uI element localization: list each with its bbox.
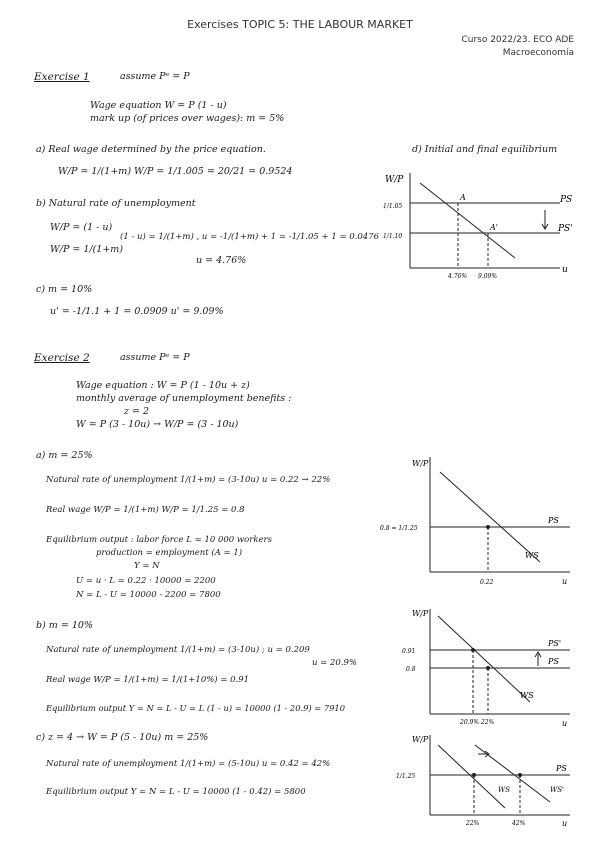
g3-y-axis-label: W/P — [412, 609, 429, 618]
g2-ws-label: WS — [525, 551, 539, 560]
exercise-1-part-c-equation: u' = -1/1.1 + 1 = 0.0909 u' = 9.09% — [50, 306, 224, 317]
g1-x-axis-label: u — [562, 265, 568, 275]
g3-y1: 0.91 — [402, 648, 416, 655]
exercise-2-part-b-natural-rate-pct: u = 20.9% — [312, 658, 358, 668]
exercise-2-part-c-title: c) z = 4 → W = P (5 - 10u) m = 25% — [36, 732, 209, 743]
g2-y1: 0.8 = 1/1.25 — [380, 525, 418, 532]
exercise-2-assumption: assume Pᵉ = P — [120, 352, 190, 363]
exercise-1-assumption: assume Pᵉ = P — [120, 71, 190, 82]
g4-ws2-label: WS' — [550, 786, 564, 794]
g4-x2: 42% — [512, 820, 526, 827]
g1-x2: 9.09% — [478, 273, 498, 280]
g1-ps-label: PS — [560, 195, 573, 205]
graph-exercise-2c — [380, 730, 580, 830]
g2-y-axis-label: W/P — [412, 459, 429, 468]
exercise-2-derived-equation: W = P (3 - 10u) → W/P = (3 - 10u) — [76, 419, 239, 430]
exercise-2-benefits: monthly average of unemployment benefits : — [76, 393, 292, 404]
g2-ps-label: PS — [548, 516, 559, 525]
g1-point-a: A — [460, 193, 466, 202]
g1-y1: 1/1.05 — [383, 203, 403, 210]
graph-exercise-2a — [380, 452, 580, 592]
exercise-2-part-a-output: Equilibrium output : labor force L = 10 000 workers — [46, 535, 272, 545]
g4-y-axis-label: W/P — [412, 735, 429, 744]
g1-x1: 4.76% — [448, 273, 468, 280]
exercise-2-wage-equation: Wage equation : W = P (1 - 10u + z) — [76, 380, 250, 391]
exercise-1-part-a-title: a) Real wage determined by the price equation. — [36, 144, 266, 155]
exercise-1-wage-equation: Wage equation W = P (1 - u) — [90, 100, 227, 111]
exercise-1-part-d-title: d) Initial and final equilibrium — [412, 144, 558, 155]
exercise-2-part-a-unemployed: U = u · L = 0.22 · 10000 = 2200 — [76, 576, 216, 586]
exercise-1-part-b-eq1: W/P = (1 - u) — [50, 222, 113, 233]
exercise-2-part-b-real-wage: Real wage W/P = 1/(1+m) = 1/(1+10%) = 0.91 — [46, 675, 250, 685]
g1-ps2-label: PS' — [558, 224, 573, 234]
exercise-2-part-a-real-wage: Real wage W/P = 1/(1+m) W/P = 1/1.25 = 0.8 — [46, 505, 245, 515]
g4-y1: 1/1.25 — [396, 773, 416, 780]
exercise-2-part-a-yn: Y = N — [134, 561, 160, 571]
exercise-2-part-a-employed: N = L - U = 10000 - 2200 = 7800 — [76, 590, 221, 600]
exercise-1-part-b-eq2: W/P = 1/(1+m) — [50, 244, 124, 255]
g2-x1: 0.22 — [480, 579, 494, 586]
exercise-2-part-b-output: Equilibrium output Y = N = L - U = L (1 - u) = 10000 (1 - 20.9) = 7910 — [46, 703, 345, 713]
g1-point-a2: A' — [490, 223, 498, 232]
g4-ps-label: PS — [556, 764, 567, 773]
g3-x-axis-label: u — [562, 719, 568, 728]
graph-initial-final-equilibrium — [380, 168, 580, 283]
exercise-2-part-b-natural-rate: Natural rate of unemployment 1/(1+m) = (3-10u) ; u = 0.209 — [46, 645, 310, 655]
g1-y2: 1/1.10 — [383, 233, 403, 240]
g2-x-axis-label: u — [562, 577, 568, 586]
g4-ws-label: WS — [498, 786, 510, 794]
exercise-2-part-a-natural-rate: Natural rate of unemployment 1/(1+m) = (3-10u) u = 0.22 → 22% — [46, 475, 331, 485]
exercise-2-heading: Exercise 2 — [34, 352, 90, 364]
course-info — [461, 34, 574, 60]
exercise-2-part-b-title: b) m = 10% — [36, 620, 93, 631]
exercise-1-markup: mark up (of prices over wages): m = 5% — [90, 113, 285, 124]
g4-x-axis-label: u — [562, 819, 568, 828]
subject-line: Macroeconomía — [502, 48, 574, 58]
exercise-1-part-a-equation: W/P = 1/(1+m) W/P = 1/1.005 = 20/21 = 0.9524 — [58, 166, 293, 177]
exercise-1-heading: Exercise 1 — [34, 71, 90, 83]
exercise-2-part-c-natural-rate: Natural rate of unemployment 1/(1+m) = (5-10u) u = 0.42 = 42% — [46, 759, 331, 769]
exercise-2-part-c-output: Equilibrium output Y = N = L - U = 10000 (1 - 0.42) = 5800 — [46, 787, 306, 797]
g3-ps2-label: PS' — [548, 639, 562, 648]
course-line: Curso 2022/23. ECO ADE — [461, 35, 574, 45]
exercise-1-part-c-title: c) m = 10% — [36, 284, 93, 295]
exercise-2-z: z = 2 — [124, 406, 150, 417]
exercise-2-part-a-title: a) m = 25% — [36, 450, 93, 461]
graph-exercise-2b — [380, 604, 580, 729]
exercise-2-part-a-production: production = employment (A = 1) — [96, 548, 243, 558]
exercise-1-part-b-title: b) Natural rate of unemployment — [36, 198, 196, 209]
exercise-1-part-b-result: u = 4.76% — [196, 255, 247, 266]
exercise-1-part-b-solution: (1 - u) = 1/(1+m) , u = -1/(1+m) + 1 = -1/1.05 + 1 = 0.0476 — [120, 232, 380, 242]
g3-x1: 20.9% 22% — [460, 719, 495, 726]
g3-y2: 0.8 — [406, 666, 416, 673]
g4-x1: 22% — [466, 820, 480, 827]
page-title: Exercises TOPIC 5: THE LABOUR MARKET — [187, 18, 413, 31]
g3-ps-label: PS — [548, 657, 559, 666]
g3-ws-label: WS — [520, 691, 534, 700]
g1-y-axis-label: W/P — [385, 175, 404, 185]
